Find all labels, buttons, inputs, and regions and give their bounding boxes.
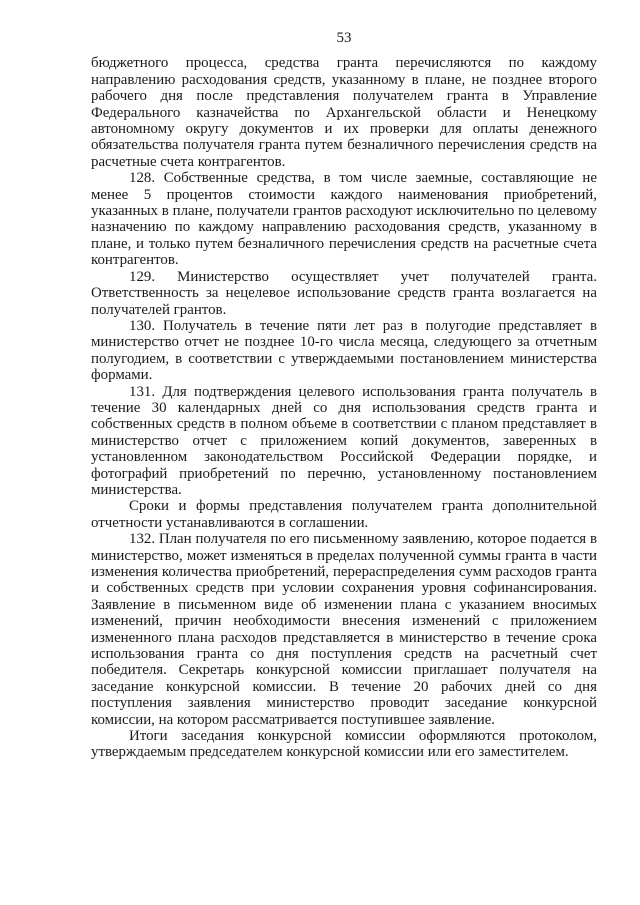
document-page	[91, 30, 597, 761]
paragraph: 132. План получателя по его письменному заявлению, которое подается в министерство, может изменяться в пределах полученной суммы гранта в части изменения количества приобретений, перераспределения сумм расходов гранта и собственных средств при условии сохранения уровня софинансирования. Заявление в письменном виде об изменении плана с указанием вносимых изменений, причин необходимости внесения изменений с приложением измененного плана расходов представляется в министерство в течение срока использования гранта со дня поступления средств на расчетный счет победителя. Секретарь конкурсной комиссии приглашает получателя на заседание конкурсной комиссии. В течение 20 рабочих дней со дня поступления заявления министерство проводит заседание конкурсной комиссии, на котором рассматривается поступившее заявление.	[91, 531, 597, 728]
paragraph: бюджетного процесса, средства гранта перечисляются по каждому направлению расходования средств, указанному в плане, не позднее второго рабочего дня после представления получателем гранта в Управление Федерального казначейства по Архангельской области и Ненецкому автономному округу документов и их проверки для оплаты денежного обязательства получателя гранта путем безналичного перечисления средств на расчетные счета контрагентов.	[91, 55, 597, 170]
paragraph: 130. Получатель в течение пяти лет раз в полугодие представляет в министерство отчет не позднее 10-го числа месяца, следующего за отчетным полугодием, в соответствии с утверждаемыми постановлением министерства формами.	[91, 317, 597, 384]
paragraph: 128. Собственные средства, в том числе заемные, составляющие не менее 5 процентов стоимости каждого наименования приобретений, указанных в плане, получатели грантов расходуют исключительно по целевому назначению по каждому направлению расходования средств, указанному в плане, и только путем безналичного перечисления средств на расчетные счета контрагентов.	[91, 170, 597, 269]
page-number: 53	[336, 30, 352, 46]
document-body	[91, 55, 597, 760]
paragraph: 129. Министерство осуществляет учет получателей гранта. Ответственность за нецелевое использование средств гранта возлагается на получателей грантов.	[91, 268, 597, 318]
paragraph: Сроки и формы представления получателем гранта дополнительной отчетности устанавливаются в соглашении.	[91, 498, 597, 531]
paragraph: Итоги заседания конкурсной комиссии оформляются протоколом, утверждаемым председателем конкурсной комиссии или его заместителем.	[91, 728, 597, 761]
paragraph: 131. Для подтверждения целевого использования гранта получатель в течение 30 календарных дней со дня использования средств гранта и собственных средств в полном объеме в соответствии с планом представляет в министерство отчет с приложением копий документов, заверенных в установленном законодательством Российской Федерации порядке, и фотографий приобретений по перечню, установленному постановлением министерства.	[91, 383, 597, 498]
